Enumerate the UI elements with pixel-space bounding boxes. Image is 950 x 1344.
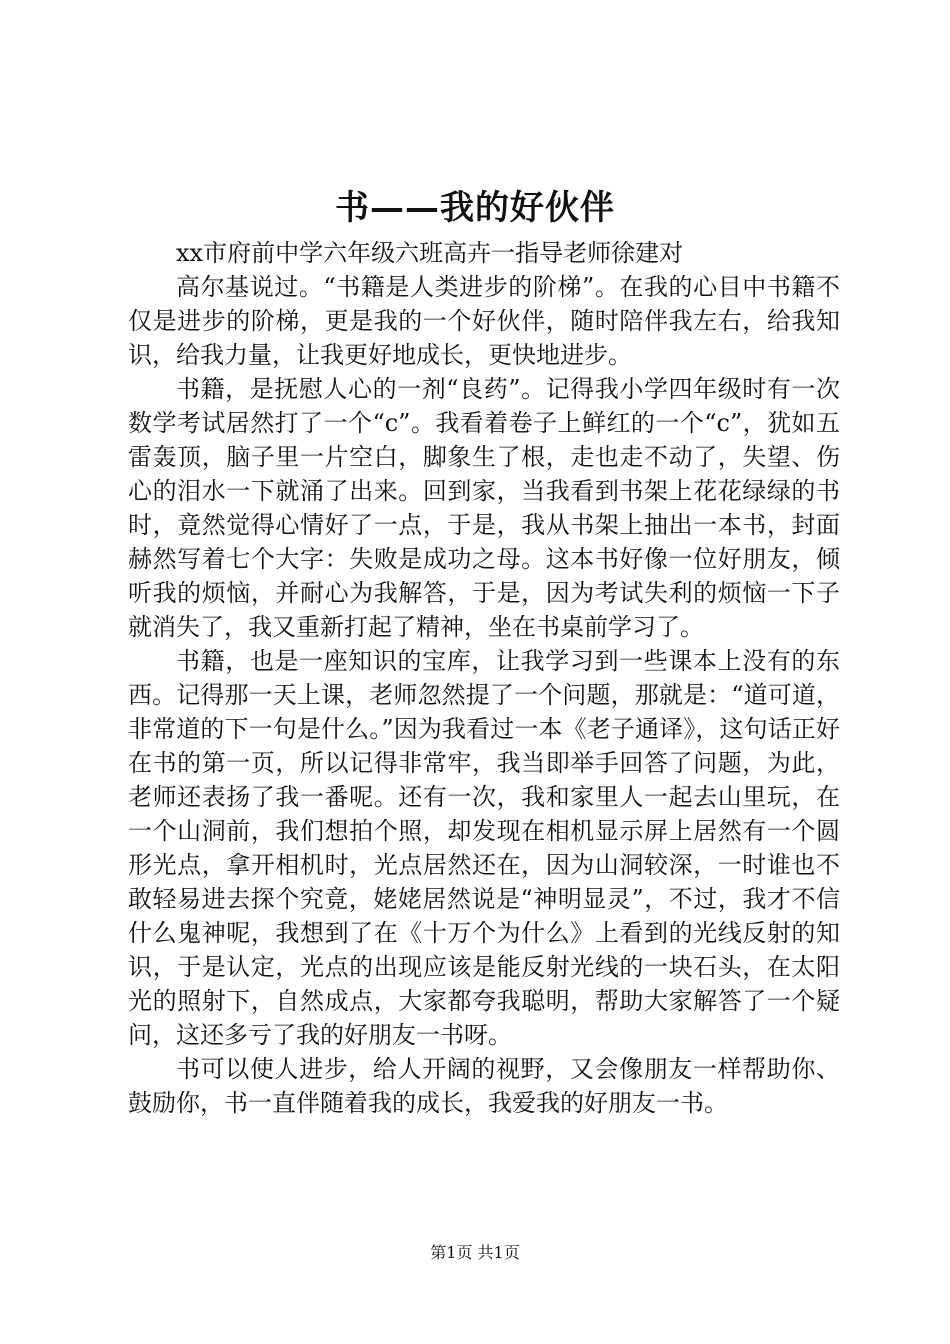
paragraph-3: 书籍，也是一座知识的宝库，让我学习到一些课本上没有的东西。记得那一天上课，老师忽然提了一个问题，那就是：“道可道，非常道的下一句是什么。”因为我看过一本《老子通译》，这句话正好在书的第一页，所以记得非常牢，我当即举手回答了问题，为此，老师还表扬了我一番呢。还有一次，我和家里人一起去山里玩，在一个山洞前，我们想拍个照，却发现在相机显示屏上居然有一个圆形光点，拿开相机时，光点居然还在，因为山洞较深，一时谁也不敢轻易进去探个究竟，姥姥居然说是“神明显灵”，不过，我才不信什么鬼神呢，我想到了在《十万个为什么》上看到的光线反射的知识，于是认定，光点的出现应该是能反射光线的一块石头，在太阳光的照射下，自然成点，大家都夸我聪明，帮助大家解答了一个疑问，这还多亏了我的好朋友一书呀。 <box>128 647 840 1049</box>
document-body <box>128 236 840 1120</box>
page-footer: 第1页 共1页 <box>430 1243 520 1262</box>
author-byline: xx市府前中学六年级六班高卉一指导老师徐建对 <box>176 239 684 267</box>
paragraph-2: 书籍，是抚慰人心的一剂“良药”。记得我小学四年级时有一次数学考试居然打了一个“c”。我看着卷子上鲜红的一个“c”，犹如五雷轰顶，脑子里一片空白，脚象生了根，走也走不动了，失望、伤心的泪水一下就涌了出来。回到家，当我看到书架上花花绿绿的书时，竟然觉得心情好了一点，于是，我从书架上抽出一本书，封面赫然写着七个大字：失败是成功之母。这本书好像一位好朋友，倾听我的烦恼，并耐心为我解答，于是，因为考试失利的烦恼一下子就消失了，我又重新打起了精神，坐在书桌前学习了。 <box>128 375 840 641</box>
paragraph-4: 书可以使人进步，给人开阔的视野，又会像朋友一样帮助你、鼓励你，书一直伴随着我的成长，我爱我的好朋友一书。 <box>128 1055 840 1117</box>
paragraph-1: 高尔基说过。“书籍是人类进步的阶梯”。在我的心目中书籍不仅是进步的阶梯，更是我的一个好伙伴，随时陪伴我左右，给我知识，给我力量，让我更好地成长，更快地进步。 <box>128 273 840 369</box>
document-title: 书——我的好伙伴 <box>335 188 615 228</box>
